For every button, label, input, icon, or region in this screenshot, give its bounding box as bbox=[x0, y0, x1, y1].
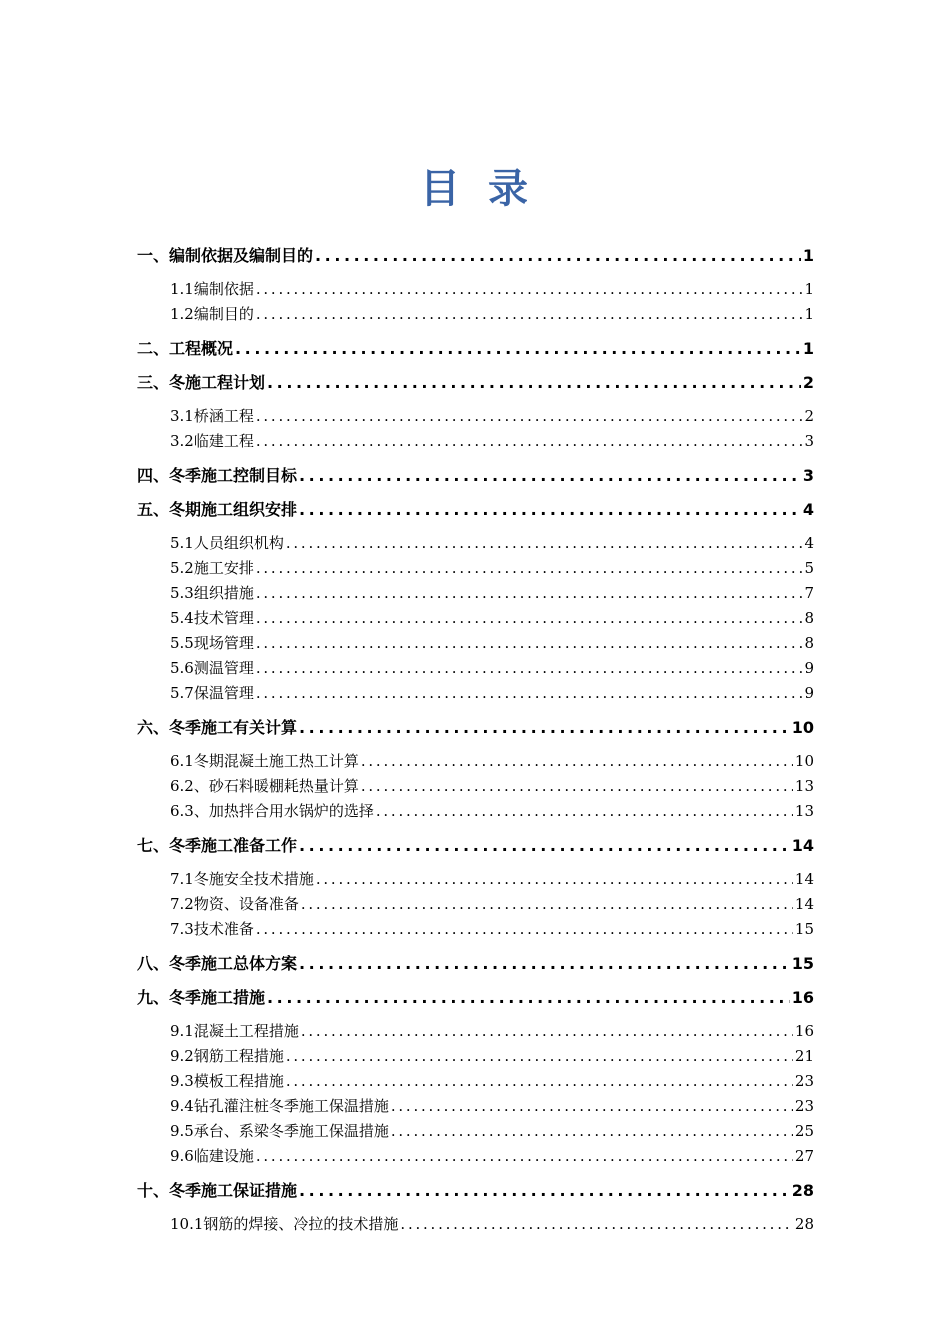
toc-entry-label: 1.2编制目的 bbox=[170, 305, 254, 323]
toc-entry-page-number: 5 bbox=[804, 559, 814, 577]
toc-section-entry[interactable] bbox=[137, 1145, 814, 1179]
toc-dot-leader bbox=[256, 405, 803, 427]
toc-section-entry[interactable] bbox=[137, 1120, 814, 1145]
toc-dot-leader bbox=[299, 952, 790, 976]
toc-dot-leader bbox=[235, 337, 801, 361]
toc-section-entry[interactable] bbox=[137, 657, 814, 682]
toc-entry-page-number: 28 bbox=[791, 1181, 814, 1200]
toc-dot-leader bbox=[256, 682, 803, 704]
toc-dot-leader bbox=[299, 464, 801, 488]
toc-entry-page-number: 10 bbox=[794, 752, 814, 770]
toc-dot-leader bbox=[256, 918, 793, 940]
toc-entry-label: 三、冬施工程计划 bbox=[137, 373, 266, 392]
toc-entry-page-number: 16 bbox=[791, 988, 814, 1007]
toc-entry-page-number: 1 bbox=[804, 305, 814, 323]
toc-entry-page-number: 23 bbox=[794, 1097, 814, 1115]
toc-entry-label: 1.1编制依据 bbox=[170, 280, 254, 298]
toc-chapter-entry[interactable] bbox=[137, 464, 814, 498]
toc-entry-page-number: 25 bbox=[794, 1122, 814, 1140]
toc-entry-label: 6.1冬期混凝土施工热工计算 bbox=[170, 752, 359, 770]
toc-dot-leader bbox=[256, 430, 803, 452]
toc-section-entry[interactable] bbox=[137, 632, 814, 657]
toc-entry-label: 7.3技术准备 bbox=[170, 920, 254, 938]
toc-dot-leader bbox=[256, 607, 803, 629]
toc-entry-label: 3.2临建工程 bbox=[170, 432, 254, 450]
toc-title-char-1: 目 bbox=[420, 165, 462, 212]
toc-dot-leader bbox=[299, 498, 801, 522]
toc-section-entry[interactable] bbox=[137, 893, 814, 918]
toc-chapter-entry[interactable] bbox=[137, 244, 814, 278]
toc-dot-leader bbox=[316, 868, 793, 890]
toc-section-entry[interactable] bbox=[137, 1045, 814, 1070]
toc-entry-label: 5.5现场管理 bbox=[170, 634, 254, 652]
toc-entry-label: 9.5承台、系梁冬季施工保温措施 bbox=[170, 1122, 389, 1140]
toc-title bbox=[0, 165, 950, 213]
toc-section-entry[interactable] bbox=[137, 750, 814, 775]
toc-chapter-entry[interactable] bbox=[137, 498, 814, 532]
toc-section-entry[interactable] bbox=[137, 868, 814, 893]
toc-chapter-entry[interactable] bbox=[137, 986, 814, 1020]
toc-dot-leader bbox=[256, 657, 803, 679]
toc-entry-page-number: 14 bbox=[794, 895, 814, 913]
toc-dot-leader bbox=[286, 1045, 793, 1067]
toc-entry-page-number: 2 bbox=[802, 373, 814, 392]
toc-section-entry[interactable] bbox=[137, 405, 814, 430]
toc-section-entry[interactable] bbox=[137, 607, 814, 632]
toc-entry-label: 二、工程概况 bbox=[137, 339, 234, 358]
toc-entry-label: 7.2物资、设备准备 bbox=[170, 895, 299, 913]
toc-entry-label: 9.3模板工程措施 bbox=[170, 1072, 284, 1090]
toc-dot-leader bbox=[286, 1070, 793, 1092]
toc-entry-page-number: 14 bbox=[791, 836, 814, 855]
toc-entry-page-number: 3 bbox=[804, 432, 814, 450]
toc-chapter-entry[interactable] bbox=[137, 716, 814, 750]
toc-section-entry[interactable] bbox=[137, 278, 814, 303]
toc-entry-label: 9.4钻孔灌注桩冬季施工保温措施 bbox=[170, 1097, 389, 1115]
toc-dot-leader bbox=[267, 986, 790, 1010]
toc-section-entry[interactable] bbox=[137, 800, 814, 834]
toc-section-entry[interactable] bbox=[137, 1020, 814, 1045]
toc-entry-label: 5.2施工安排 bbox=[170, 559, 254, 577]
toc-section-entry[interactable] bbox=[137, 775, 814, 800]
toc-entry-label: 五、冬期施工组织安排 bbox=[137, 500, 298, 519]
toc-entry-page-number: 4 bbox=[804, 534, 814, 552]
toc-entry-page-number: 8 bbox=[804, 634, 814, 652]
toc-chapter-entry[interactable] bbox=[137, 371, 814, 405]
toc-entry-page-number: 4 bbox=[802, 500, 814, 519]
toc-dot-leader bbox=[256, 557, 803, 579]
toc-section-entry[interactable] bbox=[137, 582, 814, 607]
toc-entry-label: 5.1人员组织机构 bbox=[170, 534, 284, 552]
toc-entry-page-number: 8 bbox=[804, 609, 814, 627]
toc-dot-leader bbox=[361, 750, 793, 772]
toc-entry-page-number: 21 bbox=[794, 1047, 814, 1065]
toc-entry-page-number: 10 bbox=[791, 718, 814, 737]
toc-entry-label: 6.3、加热拌合用水锅炉的选择 bbox=[170, 802, 374, 820]
toc-dot-leader bbox=[256, 303, 803, 325]
toc-dot-leader bbox=[361, 775, 793, 797]
toc-title-char-2: 录 bbox=[488, 165, 530, 212]
toc-section-entry[interactable] bbox=[137, 557, 814, 582]
toc-entry-label: 3.1桥涵工程 bbox=[170, 407, 254, 425]
toc-entry-page-number: 3 bbox=[802, 466, 814, 485]
toc-dot-leader bbox=[256, 1145, 793, 1167]
toc-entry-page-number: 27 bbox=[794, 1147, 814, 1165]
toc-section-entry[interactable] bbox=[137, 430, 814, 464]
toc-section-entry[interactable] bbox=[137, 303, 814, 337]
toc-entry-page-number: 9 bbox=[804, 659, 814, 677]
toc-dot-leader bbox=[286, 532, 803, 554]
toc-dot-leader bbox=[256, 278, 803, 300]
toc-entry-page-number: 1 bbox=[802, 339, 814, 358]
toc-entry-page-number: 15 bbox=[794, 920, 814, 938]
toc-entry-page-number: 9 bbox=[804, 684, 814, 702]
toc-dot-leader bbox=[400, 1213, 793, 1235]
toc-dot-leader bbox=[391, 1095, 793, 1117]
toc-entry-label: 一、编制依据及编制目的 bbox=[137, 246, 314, 265]
toc-entry-label: 十、冬季施工保证措施 bbox=[137, 1181, 298, 1200]
toc-dot-leader bbox=[299, 716, 790, 740]
toc-entry-page-number: 13 bbox=[794, 802, 814, 820]
toc-dot-leader bbox=[301, 1020, 793, 1042]
toc-chapter-entry[interactable] bbox=[137, 834, 814, 868]
toc-entry-page-number: 7 bbox=[804, 584, 814, 602]
toc-entry-page-number: 14 bbox=[794, 870, 814, 888]
toc-entry-page-number: 1 bbox=[802, 246, 814, 265]
toc-entry-page-number: 13 bbox=[794, 777, 814, 795]
toc-section-entry[interactable] bbox=[137, 1095, 814, 1120]
toc-dot-leader bbox=[299, 1179, 790, 1203]
toc-section-entry[interactable] bbox=[137, 1070, 814, 1095]
toc-chapter-entry[interactable] bbox=[137, 337, 814, 371]
toc-dot-leader bbox=[256, 582, 803, 604]
toc-entry-label: 九、冬季施工措施 bbox=[137, 988, 266, 1007]
toc-dot-leader bbox=[376, 800, 793, 822]
toc-entry-page-number: 1 bbox=[804, 280, 814, 298]
toc-dot-leader bbox=[267, 371, 801, 395]
toc-entry-label: 四、冬季施工控制目标 bbox=[137, 466, 298, 485]
toc-entry-label: 10.1钢筋的焊接、冷拉的技术措施 bbox=[170, 1215, 399, 1233]
toc-chapter-entry[interactable] bbox=[137, 1179, 814, 1213]
toc-entry-label: 七、冬季施工准备工作 bbox=[137, 836, 298, 855]
toc-dot-leader bbox=[256, 632, 803, 654]
toc-entry-label: 5.6测温管理 bbox=[170, 659, 254, 677]
toc-entry-label: 9.1混凝土工程措施 bbox=[170, 1022, 299, 1040]
toc-dot-leader bbox=[391, 1120, 793, 1142]
toc-entry-label: 7.1冬施安全技术措施 bbox=[170, 870, 314, 888]
toc-dot-leader bbox=[315, 244, 801, 268]
toc-entry-label: 六、冬季施工有关计算 bbox=[137, 718, 298, 737]
toc-entry-label: 9.2钢筋工程措施 bbox=[170, 1047, 284, 1065]
toc-entry-label: 八、冬季施工总体方案 bbox=[137, 954, 298, 973]
toc-entry-label: 6.2、砂石料暖棚耗热量计算 bbox=[170, 777, 359, 795]
toc-entry-page-number: 2 bbox=[804, 407, 814, 425]
toc-entry-page-number: 16 bbox=[794, 1022, 814, 1040]
toc-dot-leader bbox=[299, 834, 790, 858]
toc-entry-label: 5.3组织措施 bbox=[170, 584, 254, 602]
toc-section-entry[interactable] bbox=[137, 918, 814, 952]
toc-entry-label: 9.6临建设施 bbox=[170, 1147, 254, 1165]
toc-section-entry[interactable] bbox=[137, 1213, 814, 1247]
toc-dot-leader bbox=[301, 893, 793, 915]
toc-section-entry[interactable] bbox=[137, 682, 814, 716]
table-of-contents bbox=[137, 244, 814, 1247]
toc-chapter-entry[interactable] bbox=[137, 952, 814, 986]
toc-entry-page-number: 15 bbox=[791, 954, 814, 973]
toc-entry-page-number: 23 bbox=[794, 1072, 814, 1090]
toc-section-entry[interactable] bbox=[137, 532, 814, 557]
toc-entry-label: 5.7保温管理 bbox=[170, 684, 254, 702]
toc-entry-page-number: 28 bbox=[794, 1215, 814, 1233]
toc-entry-label: 5.4技术管理 bbox=[170, 609, 254, 627]
